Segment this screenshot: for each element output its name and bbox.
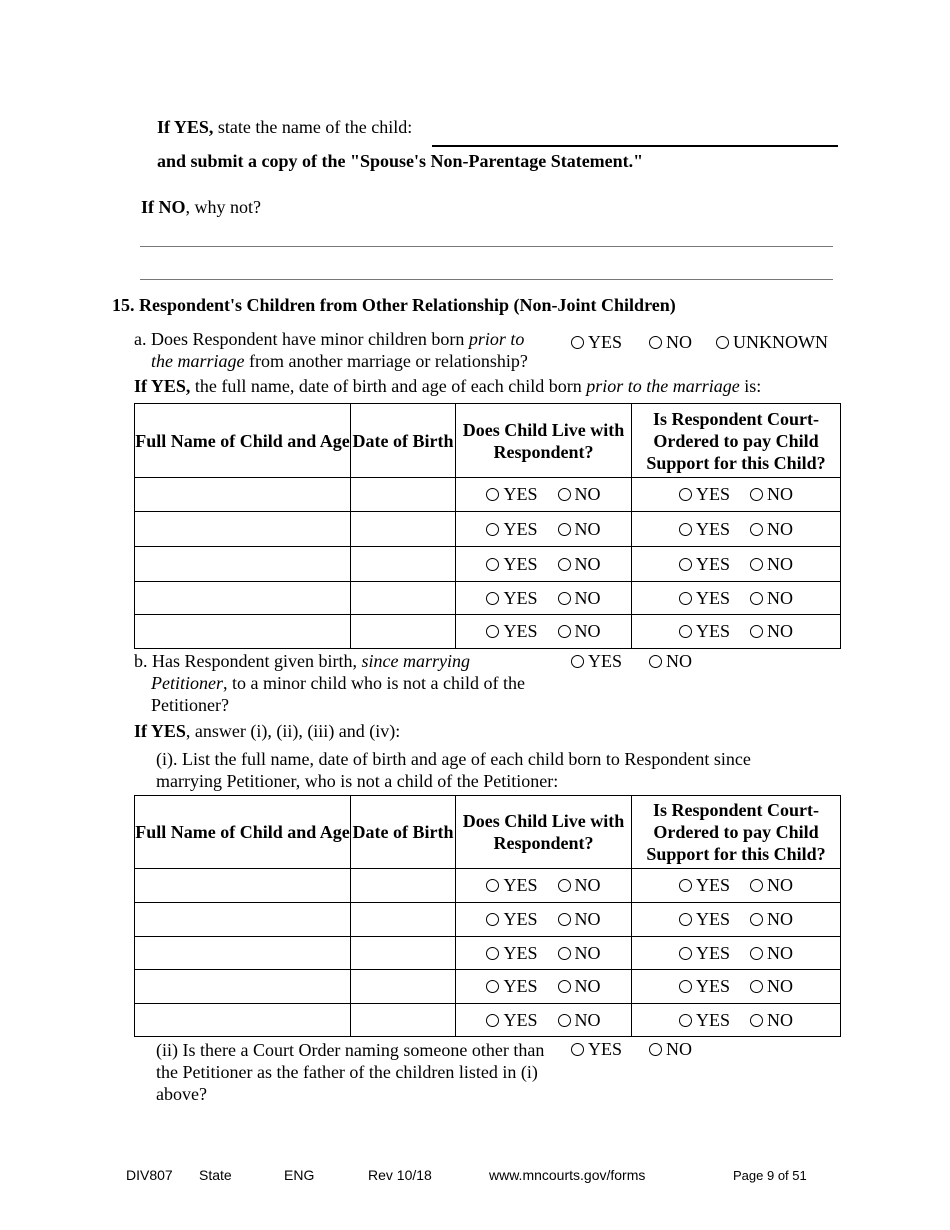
col-header-child-support: Is Respondent Court-Ordered to pay Child Support for this Child? (632, 404, 841, 478)
question-b-i: (i). List the full name, date of birth and age of each child born to Respondent since marrying Petitioner, who is not a child of the Petitioner: (156, 749, 751, 791)
table-row (135, 512, 841, 547)
yes-option[interactable]: YES (679, 875, 730, 896)
child-name-age-cell[interactable] (135, 582, 351, 615)
radio-circle-icon (486, 947, 499, 960)
child-support-options (632, 1004, 841, 1037)
no-option[interactable]: NO (750, 621, 793, 642)
radio-circle-icon (750, 488, 763, 501)
yes-option[interactable]: YES (679, 976, 730, 997)
dob-cell[interactable] (351, 615, 456, 649)
radio-circle-icon (486, 980, 499, 993)
lives-with-options (456, 869, 632, 903)
question-a-unknown-option[interactable]: UNKNOWN (716, 332, 828, 353)
child-support-options (632, 970, 841, 1004)
col-header-lives-with: Does Child Live with Respondent? (456, 404, 632, 478)
child-name-age-cell[interactable] (135, 970, 351, 1004)
no-option[interactable]: NO (750, 1010, 793, 1031)
yes-option[interactable]: YES (486, 1010, 537, 1031)
footer-page-number: Page 9 of 51 (733, 1168, 807, 1183)
radio-circle-icon (679, 913, 692, 926)
radio-circle-icon (679, 625, 692, 638)
yes-option[interactable]: YES (679, 519, 730, 540)
dob-cell[interactable] (351, 512, 456, 547)
lives-with-options (456, 937, 632, 970)
dob-cell[interactable] (351, 903, 456, 937)
child-name-field[interactable] (432, 145, 838, 147)
question-b-if-yes-instruction: If YES, answer (i), (ii), (iii) and (iv): (134, 721, 401, 741)
radio-circle-icon (679, 592, 692, 605)
child-name-age-cell[interactable] (135, 547, 351, 582)
radio-circle-icon (486, 558, 499, 571)
question-b: b. Has Respondent given birth, since marrying Petitioner, to a minor child who is not a child of the Petitioner? (134, 651, 525, 715)
no-option[interactable]: NO (750, 976, 793, 997)
radio-circle-icon (649, 336, 662, 349)
child-name-age-cell[interactable] (135, 1004, 351, 1037)
radio-circle-icon (558, 879, 571, 892)
no-option[interactable]: NO (558, 621, 601, 642)
yes-option[interactable]: YES (486, 484, 537, 505)
no-option[interactable]: NO (558, 976, 601, 997)
radio-circle-icon (571, 655, 584, 668)
no-option[interactable]: NO (558, 909, 601, 930)
radio-circle-icon (486, 1014, 499, 1027)
radio-circle-icon (750, 947, 763, 960)
radio-circle-icon (649, 655, 662, 668)
lives-with-options (456, 1004, 632, 1037)
no-option[interactable]: NO (558, 588, 601, 609)
col-header-name-age: Full Name of Child and Age (135, 796, 351, 869)
table-row (135, 869, 841, 903)
child-name-age-cell[interactable] (135, 512, 351, 547)
no-option[interactable]: NO (558, 484, 601, 505)
child-name-age-cell[interactable] (135, 869, 351, 903)
child-name-age-cell[interactable] (135, 478, 351, 512)
lives-with-options (456, 903, 632, 937)
radio-circle-icon (649, 1043, 662, 1056)
radio-circle-icon (750, 625, 763, 638)
yes-option[interactable]: YES (486, 875, 537, 896)
radio-circle-icon (486, 625, 499, 638)
question-a-no-option[interactable]: NO (649, 332, 692, 353)
child-support-options (632, 937, 841, 970)
no-option[interactable]: NO (558, 875, 601, 896)
child-name-age-cell[interactable] (135, 937, 351, 970)
yes-option[interactable]: YES (486, 621, 537, 642)
dob-cell[interactable] (351, 937, 456, 970)
radio-circle-icon (558, 913, 571, 926)
footer-forms-url[interactable]: www.mncourts.gov/forms (489, 1167, 646, 1183)
dob-cell[interactable] (351, 1004, 456, 1037)
dob-cell[interactable] (351, 869, 456, 903)
radio-circle-icon (558, 625, 571, 638)
radio-circle-icon (571, 336, 584, 349)
why-not-field-line-2[interactable] (140, 279, 833, 280)
footer-revision: Rev 10/18 (368, 1167, 432, 1183)
if-no-label: If NO, why not? (141, 197, 261, 217)
radio-circle-icon (486, 913, 499, 926)
radio-circle-icon (558, 592, 571, 605)
radio-circle-icon (679, 947, 692, 960)
question-a-yes-option[interactable]: YES (571, 332, 622, 353)
no-option[interactable]: NO (750, 519, 793, 540)
radio-circle-icon (571, 1043, 584, 1056)
section-15-heading: 15. Respondent's Children from Other Relationship (Non-Joint Children) (112, 295, 676, 315)
question-b-ii-no-option[interactable]: NO (649, 1039, 692, 1060)
child-support-options (632, 903, 841, 937)
radio-circle-icon (716, 336, 729, 349)
radio-circle-icon (750, 1014, 763, 1027)
child-support-options (632, 512, 841, 547)
question-a-if-yes-instruction: If YES, the full name, date of birth and age of each child born prior to the marriage is: (134, 376, 762, 396)
radio-circle-icon (679, 523, 692, 536)
radio-circle-icon (750, 592, 763, 605)
table-row (135, 937, 841, 970)
footer-language: ENG (284, 1167, 315, 1183)
no-option[interactable]: NO (558, 943, 601, 964)
child-name-age-cell[interactable] (135, 903, 351, 937)
radio-circle-icon (558, 488, 571, 501)
dob-cell[interactable] (351, 547, 456, 582)
radio-circle-icon (558, 558, 571, 571)
col-header-dob: Date of Birth (351, 404, 456, 478)
yes-option[interactable]: YES (486, 519, 537, 540)
if-yes-child-name-label: If YES, state the name of the child: (157, 117, 413, 137)
radio-circle-icon (679, 558, 692, 571)
dob-cell[interactable] (351, 970, 456, 1004)
lives-with-options (456, 512, 632, 547)
radio-circle-icon (750, 523, 763, 536)
child-support-options (632, 478, 841, 512)
question-b-ii: (ii) Is there a Court Order naming someone other than the Petitioner as the father of the children listed in (i) above? (156, 1040, 545, 1104)
yes-option[interactable]: YES (486, 943, 537, 964)
yes-option[interactable]: YES (679, 588, 730, 609)
radio-circle-icon (486, 592, 499, 605)
col-header-dob: Date of Birth (351, 796, 456, 869)
yes-option[interactable]: YES (679, 1010, 730, 1031)
radio-circle-icon (750, 980, 763, 993)
table-row (135, 615, 841, 649)
yes-option[interactable]: YES (679, 621, 730, 642)
dob-cell[interactable] (351, 478, 456, 512)
footer-state: State (199, 1167, 232, 1183)
radio-circle-icon (679, 1014, 692, 1027)
no-option[interactable]: NO (558, 554, 601, 575)
radio-circle-icon (679, 879, 692, 892)
yes-option[interactable]: YES (486, 909, 537, 930)
lives-with-options (456, 582, 632, 615)
radio-circle-icon (679, 980, 692, 993)
radio-circle-icon (750, 913, 763, 926)
radio-circle-icon (486, 523, 499, 536)
question-b-no-option[interactable]: NO (649, 651, 692, 672)
child-support-options (632, 582, 841, 615)
question-b-ii-yes-option[interactable]: YES (571, 1039, 622, 1060)
children-before-marriage-table (134, 403, 841, 649)
radio-circle-icon (558, 523, 571, 536)
radio-circle-icon (486, 488, 499, 501)
child-name-age-cell[interactable] (135, 615, 351, 649)
yes-option[interactable]: YES (486, 554, 537, 575)
no-option[interactable]: NO (750, 554, 793, 575)
child-support-options (632, 615, 841, 649)
yes-option[interactable]: YES (679, 554, 730, 575)
no-option[interactable]: NO (558, 1010, 601, 1031)
question-a: a. Does Respondent have minor children born prior to the marriage from another marriage or relationship? (134, 329, 528, 371)
col-header-lives-with: Does Child Live with Respondent? (456, 796, 632, 869)
radio-circle-icon (750, 879, 763, 892)
child-support-options (632, 547, 841, 582)
radio-circle-icon (679, 488, 692, 501)
no-option[interactable]: NO (750, 909, 793, 930)
question-b-yes-option[interactable]: YES (571, 651, 622, 672)
footer-form-number: DIV807 (126, 1167, 173, 1183)
col-header-child-support: Is Respondent Court-Ordered to pay Child Support for this Child? (632, 796, 841, 869)
lives-with-options (456, 547, 632, 582)
yes-option[interactable]: YES (679, 909, 730, 930)
table-row (135, 547, 841, 582)
lives-with-options (456, 615, 632, 649)
radio-circle-icon (486, 879, 499, 892)
no-option[interactable]: NO (750, 875, 793, 896)
radio-circle-icon (558, 947, 571, 960)
why-not-field-line-1[interactable] (140, 246, 833, 247)
col-header-name-age: Full Name of Child and Age (135, 404, 351, 478)
dob-cell[interactable] (351, 582, 456, 615)
lives-with-options (456, 970, 632, 1004)
no-option[interactable]: NO (750, 588, 793, 609)
submit-copy-note: and submit a copy of the "Spouse's Non-Parentage Statement." (157, 151, 644, 171)
table-row (135, 903, 841, 937)
radio-circle-icon (558, 980, 571, 993)
table-row (135, 1004, 841, 1037)
yes-option[interactable]: YES (679, 943, 730, 964)
child-support-options (632, 869, 841, 903)
lives-with-options (456, 478, 632, 512)
no-option[interactable]: NO (558, 519, 601, 540)
radio-circle-icon (750, 558, 763, 571)
table-row (135, 970, 841, 1004)
no-option[interactable]: NO (750, 943, 793, 964)
no-option[interactable]: NO (750, 484, 793, 505)
table-row (135, 582, 841, 615)
yes-option[interactable]: YES (486, 588, 537, 609)
yes-option[interactable]: YES (679, 484, 730, 505)
table-row (135, 478, 841, 512)
radio-circle-icon (558, 1014, 571, 1027)
yes-option[interactable]: YES (486, 976, 537, 997)
children-since-marriage-table (134, 795, 841, 1037)
